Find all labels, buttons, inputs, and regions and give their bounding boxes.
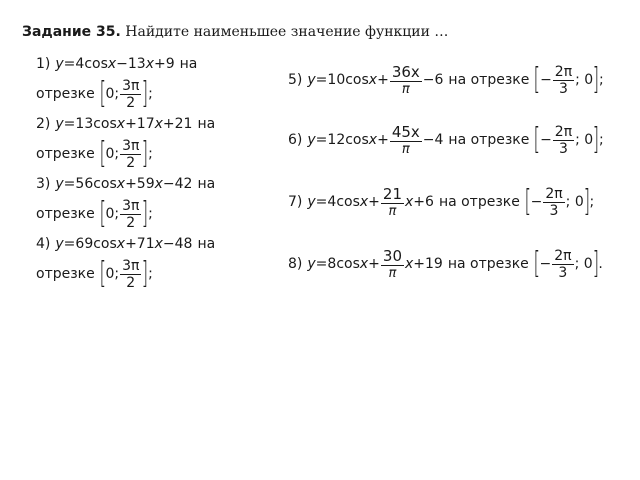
fraction bbox=[390, 122, 422, 157]
term: +59 bbox=[125, 176, 155, 192]
fraction-numerator: 2π bbox=[554, 63, 573, 80]
var-y: y bbox=[55, 56, 64, 72]
right-bracket: ] bbox=[142, 76, 149, 111]
term: +9 bbox=[154, 56, 175, 72]
right-bracket: ] bbox=[592, 122, 600, 157]
var-x: x bbox=[154, 116, 163, 132]
term: −6 bbox=[422, 72, 444, 88]
minus-sign: − bbox=[539, 256, 552, 272]
fraction-denominator: π bbox=[401, 141, 410, 157]
fraction bbox=[381, 246, 404, 281]
var-x: x bbox=[154, 176, 163, 192]
fraction bbox=[120, 259, 141, 290]
minus-sign: − bbox=[540, 132, 552, 148]
fraction-numerator: 2π bbox=[554, 247, 572, 264]
problem-7 bbox=[288, 182, 594, 222]
left-bracket: [ bbox=[99, 196, 106, 231]
fraction-denominator: π bbox=[388, 203, 397, 219]
right-bracket: ] bbox=[592, 62, 600, 97]
var-y: y bbox=[55, 236, 64, 252]
left-bracket: [ bbox=[99, 76, 106, 111]
operator: + bbox=[377, 132, 389, 148]
fraction bbox=[390, 62, 422, 97]
punctuation: . bbox=[598, 256, 603, 272]
right-bracket: ] bbox=[142, 196, 149, 231]
fraction bbox=[553, 65, 574, 96]
fraction-numerator: 2π bbox=[545, 185, 563, 202]
problem-number: 2) bbox=[36, 116, 51, 132]
fraction-denominator: 3 bbox=[559, 140, 568, 157]
interval-start: 0; bbox=[105, 146, 120, 162]
term: 8cos bbox=[327, 256, 360, 272]
equals-sign: = bbox=[63, 236, 76, 252]
equals-sign: = bbox=[63, 116, 76, 132]
left-bracket: [ bbox=[533, 122, 541, 157]
fraction-numerator: 45x bbox=[391, 122, 420, 141]
term: 12cos bbox=[327, 132, 369, 148]
var-y: y bbox=[307, 72, 316, 88]
fraction-numerator: 3π bbox=[122, 197, 140, 214]
fraction-denominator: π bbox=[388, 265, 397, 281]
var-y: y bbox=[55, 116, 64, 132]
term: +71 bbox=[125, 236, 155, 252]
fraction-numerator: 21 bbox=[382, 184, 402, 203]
punctuation: ; bbox=[598, 132, 604, 148]
segment-word: отрезке bbox=[36, 86, 95, 102]
term: 56cos bbox=[75, 176, 117, 192]
problem-number: 8) bbox=[288, 256, 303, 272]
minus-sign: − bbox=[530, 194, 543, 210]
var-x: x bbox=[107, 56, 117, 72]
left-bracket: [ bbox=[524, 184, 531, 219]
var-x: x bbox=[359, 256, 369, 272]
interval-end: ; 0 bbox=[575, 72, 594, 88]
term: −13 bbox=[116, 56, 146, 72]
interval-end: ; 0 bbox=[565, 194, 584, 210]
var-x: x bbox=[368, 132, 378, 148]
interval-start: 0; bbox=[105, 206, 120, 222]
problem-8 bbox=[288, 244, 603, 284]
left-bracket: [ bbox=[533, 62, 541, 97]
punctuation: ; bbox=[148, 86, 153, 102]
fraction bbox=[553, 125, 574, 156]
fraction-denominator: 2 bbox=[126, 214, 136, 231]
fraction bbox=[381, 184, 404, 219]
var-y: y bbox=[307, 132, 316, 148]
fraction-numerator: 30 bbox=[382, 246, 402, 265]
segment-word: на отрезке bbox=[447, 256, 529, 272]
term: −42 bbox=[162, 176, 193, 192]
minus-sign: − bbox=[540, 72, 552, 88]
fraction-numerator: 3π bbox=[122, 257, 140, 274]
segment-word: на отрезке bbox=[448, 72, 530, 88]
interval-end: ; 0 bbox=[574, 256, 593, 272]
word-na: на bbox=[197, 116, 216, 132]
segment-word: на отрезке bbox=[438, 194, 520, 210]
term: −4 bbox=[422, 132, 444, 148]
term: +21 bbox=[162, 116, 193, 132]
var-x: x bbox=[405, 256, 414, 272]
interval-start: 0; bbox=[105, 86, 120, 102]
punctuation: ; bbox=[148, 266, 153, 282]
var-y: y bbox=[307, 256, 316, 272]
punctuation: ; bbox=[148, 206, 153, 222]
word-na: на bbox=[179, 56, 198, 72]
var-x: x bbox=[154, 236, 163, 252]
fraction-denominator: 2 bbox=[126, 94, 136, 111]
equals-sign: = bbox=[315, 256, 328, 272]
fraction-denominator: 3 bbox=[549, 202, 559, 219]
term: 10cos bbox=[327, 72, 369, 88]
word-na: на bbox=[197, 236, 216, 252]
interval-end: ; 0 bbox=[575, 132, 594, 148]
equals-sign: = bbox=[315, 72, 328, 88]
problem-4-interval bbox=[36, 254, 153, 294]
problem-5 bbox=[288, 60, 604, 100]
problem-number: 1) bbox=[36, 56, 51, 72]
term: +19 bbox=[413, 256, 443, 272]
right-bracket: ] bbox=[142, 136, 149, 171]
fraction-denominator: 2 bbox=[126, 274, 136, 291]
left-bracket: [ bbox=[99, 256, 106, 291]
right-bracket: ] bbox=[592, 246, 599, 281]
term: 13cos bbox=[75, 116, 117, 132]
var-x: x bbox=[405, 194, 414, 210]
fraction bbox=[552, 249, 573, 280]
var-y: y bbox=[55, 176, 64, 192]
fraction-numerator: 36x bbox=[391, 62, 420, 81]
fraction-numerator: 3π bbox=[122, 77, 140, 94]
word-na: на bbox=[197, 176, 216, 192]
term: +17 bbox=[125, 116, 155, 132]
operator: + bbox=[377, 72, 389, 88]
punctuation: ; bbox=[589, 194, 595, 210]
var-x: x bbox=[116, 176, 126, 192]
equals-sign: = bbox=[315, 194, 328, 210]
equals-sign: = bbox=[63, 56, 76, 72]
task-heading bbox=[22, 24, 448, 40]
task-label: Задание 35. bbox=[22, 24, 121, 40]
left-bracket: [ bbox=[533, 246, 540, 281]
var-x: x bbox=[116, 236, 126, 252]
segment-word: отрезке bbox=[36, 206, 95, 222]
right-bracket: ] bbox=[583, 184, 590, 219]
segment-word: отрезке bbox=[36, 266, 95, 282]
fraction-denominator: π bbox=[401, 81, 410, 97]
operator: + bbox=[368, 256, 380, 272]
term: 4cos bbox=[327, 194, 360, 210]
var-x: x bbox=[359, 194, 369, 210]
right-bracket: ] bbox=[142, 256, 149, 291]
problem-number: 6) bbox=[288, 132, 303, 148]
problem-6 bbox=[288, 120, 604, 160]
equals-sign: = bbox=[315, 132, 328, 148]
var-x: x bbox=[145, 56, 155, 72]
fraction bbox=[543, 187, 564, 218]
fraction-denominator: 3 bbox=[558, 264, 568, 281]
operator: + bbox=[368, 194, 380, 210]
var-x: x bbox=[368, 72, 378, 88]
problem-number: 5) bbox=[288, 72, 303, 88]
segment-word: отрезке bbox=[36, 146, 95, 162]
problem-number: 4) bbox=[36, 236, 51, 252]
fraction-denominator: 3 bbox=[559, 80, 568, 97]
var-x: x bbox=[116, 116, 126, 132]
punctuation: ; bbox=[598, 72, 604, 88]
equals-sign: = bbox=[63, 176, 76, 192]
term: 4cos bbox=[75, 56, 108, 72]
term: −48 bbox=[162, 236, 193, 252]
left-bracket: [ bbox=[99, 136, 106, 171]
fraction-numerator: 2π bbox=[554, 123, 573, 140]
fraction-numerator: 3π bbox=[122, 137, 140, 154]
problem-number: 7) bbox=[288, 194, 303, 210]
var-y: y bbox=[307, 194, 316, 210]
segment-word: на отрезке bbox=[448, 132, 530, 148]
punctuation: ; bbox=[148, 146, 153, 162]
fraction-denominator: 2 bbox=[126, 154, 136, 171]
term: +6 bbox=[413, 194, 434, 210]
problem-number: 3) bbox=[36, 176, 51, 192]
task-text: Найдите наименьшее значение функции … bbox=[125, 24, 449, 40]
interval-start: 0; bbox=[105, 266, 120, 282]
term: 69cos bbox=[75, 236, 117, 252]
